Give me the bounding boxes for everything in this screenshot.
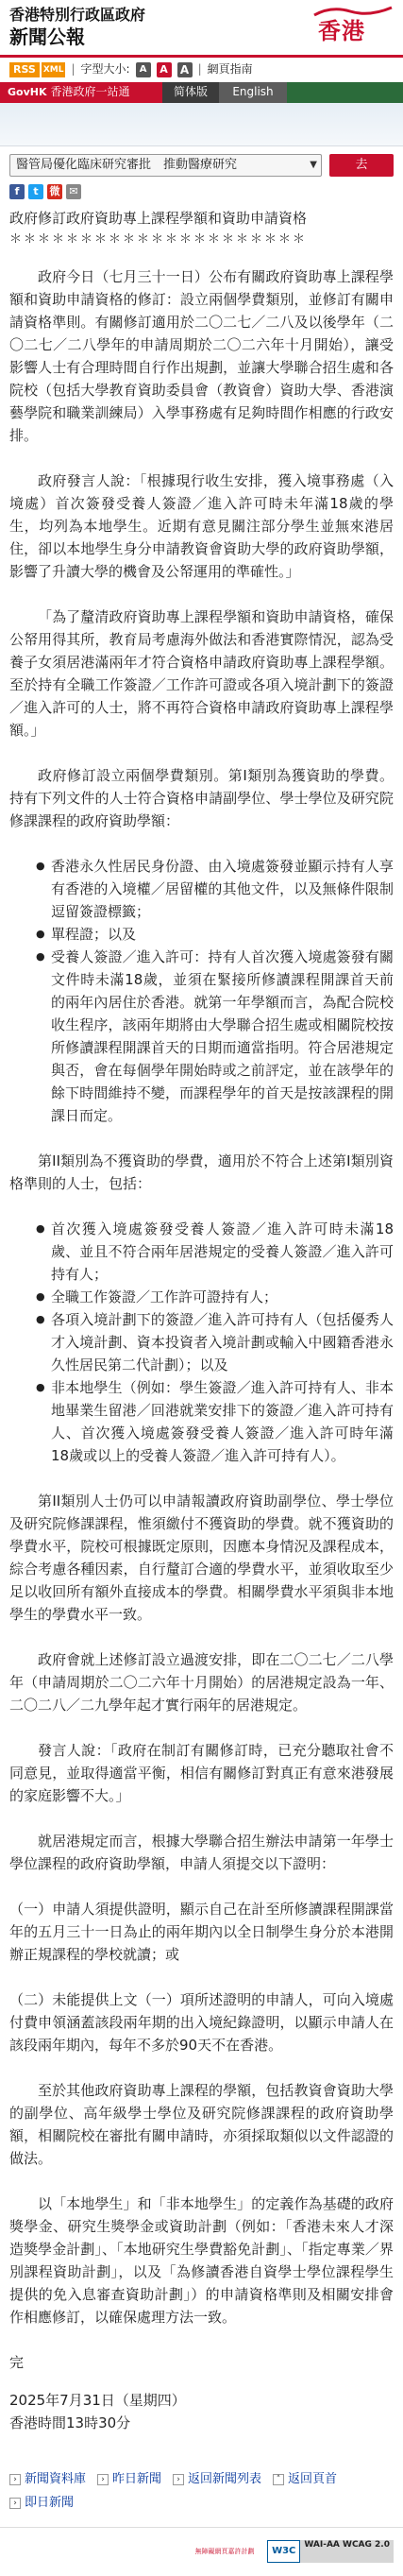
paragraph: 發言人說：「政府在制訂有關修訂時，已充分聽取社會不同意見，並取得適當平衡，相信有關修訂對真正有意來港發展的家庭影響不大。」 [9, 1742, 394, 1804]
accessibility-award-badge[interactable]: 無障礙網頁嘉許計劃 [192, 2537, 258, 2566]
wai-aa-label: WAI-AA WCAG 2.0 [300, 2540, 394, 2563]
news-archive-link[interactable] [9, 2470, 86, 2490]
news-selector-row [0, 146, 403, 182]
arrow-right-icon: › [173, 2474, 184, 2485]
paragraph: （一）申請人須提供證明，顯示自己在計至所修讀課程開課當年的五月三十一日為止的兩年期內以全日制學生身分於本港開辦正規課程的學校就讀；或 [9, 1901, 394, 1963]
list-item: ● 各項入境計劃下的簽證／進入許可持有人（包括優秀人才入境計劃、資本投資者入境計劃或輸入中國籍香港永久性居民第二代計劃）；以及 [36, 1308, 394, 1376]
footer-badges [0, 2527, 403, 2576]
release-time: 香港時間13時30分 [9, 2414, 131, 2431]
list-item: ● 單程證；以及 [36, 923, 394, 946]
brand-hong-kong-logo[interactable] [312, 4, 394, 49]
decorative-banner [0, 103, 403, 146]
footer-link-label: 即日新聞 [25, 2495, 75, 2510]
list-item: ● 受養人簽證／進入許可：持有人首次獲入境處簽發有關文件時未滿18歲，並須在緊接所修讀課程開課首天前的兩年內居住於香港。就第一年學額而言，為配合院校收生程序，該兩年期將由大學聯合招生處或相關院校按所修讀課程開課首天的日期而適當指明。符合居港規定與否，會在每個學年開始時或之前評定，並在該學年的餘下時間維持不變，而課程學年的首天是按該課程的開課日而定。 [36, 946, 394, 1127]
end-mark: 完 [9, 2354, 25, 2371]
font-small-button[interactable]: A [136, 62, 151, 77]
today-news-link[interactable] [9, 2494, 74, 2514]
rss-link[interactable]: RSS [9, 62, 40, 77]
xml-icon: XML [42, 62, 66, 77]
list-item: ● 首次獲入境處簽發受養人簽證／進入許可時未滿18歲、並且不符合兩年居港規定的受養人簽證／進入許可持有人； [36, 1218, 394, 1286]
font-large-button[interactable]: A [177, 62, 193, 77]
arrow-up-icon: ˄ [273, 2474, 284, 2485]
back-to-top-link[interactable] [273, 2470, 337, 2490]
w3c-logo: W3C [267, 2540, 300, 2563]
web-guide-link[interactable]: 網頁指南 [207, 62, 253, 77]
category-one-list [9, 855, 394, 1127]
twitter-icon[interactable]: t [28, 184, 43, 199]
arrow-right-icon: › [97, 2474, 109, 2485]
footer-link-label: 返回頁首 [288, 2472, 338, 2486]
top-navbar [0, 82, 403, 103]
govhk-logo: GovHK [8, 86, 47, 99]
govhk-label: 香港政府一站通 [50, 85, 130, 99]
go-button[interactable]: 去 [329, 154, 394, 177]
lang-english-link[interactable]: English [219, 82, 287, 103]
font-medium-button[interactable]: A [157, 62, 172, 77]
email-icon[interactable]: ✉ [66, 184, 81, 199]
news-select-value: 醫管局優化臨床研究審批 推動醫療研究 [16, 158, 238, 172]
release-date: 2025年7月31日（星期四） [9, 2392, 186, 2409]
separator: | [197, 62, 202, 77]
govhk-link[interactable] [0, 82, 162, 103]
share-bar [0, 182, 403, 207]
back-to-list-link[interactable] [173, 2470, 261, 2490]
footer-link-label: 昨日新聞 [112, 2472, 162, 2486]
paragraph: 政府會就上述修訂設立過渡安排，即在二〇二七／二八學年（申請周期於二〇二六年十月開始）的居港規定設為一年、二〇二八／二九學年起才實行兩年的居港規定。 [9, 1651, 394, 1714]
arrow-right-icon: › [9, 2498, 21, 2509]
site-title[interactable]: 新聞公報 [9, 26, 85, 48]
weibo-icon[interactable]: 微 [47, 184, 62, 199]
government-name: 香港特別行政區政府 [9, 6, 146, 24]
w3c-wcag-badge[interactable] [267, 2540, 394, 2563]
paragraph: 以「本地學生」和「非本地學生」的定義作為基礎的政府獎學金、研究生獎學金或資助計劃（例如：「香港未來人才深造獎學金計劃」、「本地研究生學費豁免計劃」、「指定專業／界別課程資助計劃」，以及「為修讀香港自資學士學位課程學生提供的免入息審查資助計劃」）的申請資格準則及相關安排會作相應修訂，以確保處理方法一致。 [9, 2195, 394, 2326]
category-two-list [9, 1218, 394, 1467]
footer-nav [0, 2461, 403, 2519]
paragraph: 第II類別人士仍可以申請報讀政府資助副學位、學士學位及研究院修課課程，惟須繳付不獲資助的學費。就不獲資助的學費水平，院校可根據既定原則，因應本身情況及課程成本，綜合考慮各種因素，自行釐訂合適的學費水平，並須收取至少足以收回所有額外直接成本的學費。相關學費水平須與非本地學生的學費水平一致。 [9, 1493, 394, 1623]
lang-simplified-link[interactable]: 简体版 [162, 82, 219, 103]
separator: | [71, 62, 76, 77]
article-title: 政府修訂政府資助專上課程學額和資助申請資格 [9, 210, 308, 227]
title-divider: ＊＊＊＊＊＊＊＊＊＊＊＊＊＊＊＊＊＊＊＊＊ [9, 232, 308, 247]
paragraph: 政府修訂設立兩個學費類別。第I類別為獲資助的學費。持有下列文件的人士符合資格申請副學位、學士學位及研究院修課課程的政府資助學額： [9, 767, 394, 829]
list-item: ● 全職工作簽證／工作許可證持有人； [36, 1286, 394, 1308]
footer-link-label: 返回新聞列表 [188, 2472, 262, 2486]
news-select[interactable] [9, 154, 322, 177]
paragraph: 第II類別為不獲資助的學費，適用於不符合上述第I類別資格準則的人士，包括： [9, 1152, 394, 1192]
paragraph: （二）未能提供上文（一）項所述證明的申請人，可向入境處付費申領涵蓋該段兩年期的出入境紀錄證明，以顯示申請人在該段兩年期內，每年不多於90天不在香港。 [9, 1991, 394, 2054]
arrow-right-icon: › [9, 2474, 21, 2485]
font-size-label: 字型大小: [80, 62, 130, 77]
chevron-down-icon: ▼ [310, 160, 317, 170]
navbar-fill [287, 82, 403, 103]
list-item: ● 香港永久性居民身份證、由入境處簽發並顯示持有人享有香港的入境權／居留權的其他文件，以及無條件限制逗留簽證標籤； [36, 855, 394, 923]
paragraph: 至於其他政府資助專上課程的學額，包括教資會資助大學的副學位、高年級學士學位及研究院修課課程的政府資助學額，相關院校在審批有關申請時，亦須採取類似以文件認證的做法。 [9, 2082, 394, 2167]
yesterday-news-link[interactable] [97, 2470, 161, 2490]
paragraph: 政府發言人說：「根據現行收生安排，獲入境事務處（入境處）首次簽發受養人簽證／進入許可時未年滿18歲的學生，均列為本地學生。近期有意見關注部分學生並無來港居住，卻以本地學生身分申請教資會資助大學的政府資助學額，影響了升讀大學的機會及公帑運用的準確性。」 [9, 472, 394, 580]
paragraph: 「為了釐清政府資助專上課程學額和資助申請資格，確保公帑用得其所，教育局考慮海外做法和香港實際情況，認為受養子女須居港滿兩年才符合資格申請政府資助專上課程學額。至於持有全職工作簽證／工作許可證或各項入境計劃下的簽證／進入許可的人士，將不再符合資格申請政府資助專上課程學額。」 [9, 608, 394, 739]
list-item: ● 非本地學生（例如：學生簽證／進入許可持有人、非本地畢業生留港／回港就業安排下的簽證／進入許可持有人、首次獲入境處簽發受養人簽證／進入許可時年滿18歲或以上的受養人簽證／進入許可持有人）。 [36, 1376, 394, 1467]
brand-word: 香港 [318, 17, 365, 44]
site-header [0, 0, 403, 55]
footer-link-label: 新聞資料庫 [25, 2472, 87, 2486]
utility-toolbar [0, 58, 403, 82]
facebook-icon[interactable]: f [9, 184, 25, 199]
paragraph: 政府今日（七月三十一日）公布有關政府資助專上課程學額和資助申請資格的修訂：設立兩個學費類別，並修訂有關申請資格準則。有關修訂適用於二〇二七／二八及以後學年（二〇二七／二八學年的申請周期於二〇二六年十月開始），讓受影響人士有合理時間自行作出規劃，並讓大學聯合招生處和各院校（包括大學教育資助委員會（教資會）資助大學、香港演藝學院和職業訓練局）入學事務處有足夠時間作相應的行政安排。 [9, 268, 394, 444]
press-release-article [0, 207, 403, 2434]
paragraph: 就居港規定而言，根據大學聯合招生辦法申請第一年學士學位課程的政府資助學額，申請人須提交以下證明： [9, 1833, 394, 1872]
